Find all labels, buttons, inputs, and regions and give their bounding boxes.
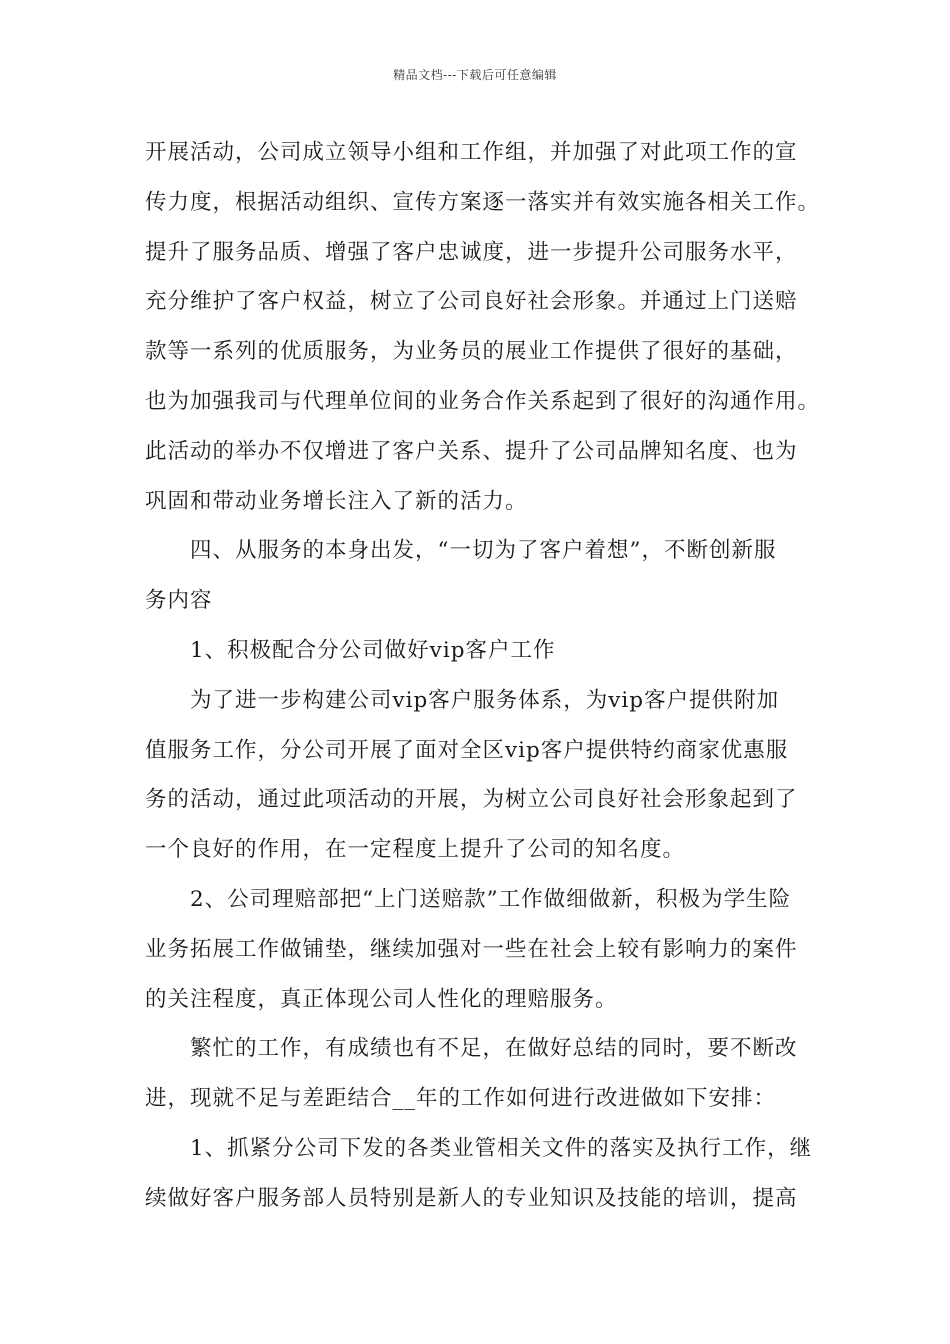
text-line: 传力度，根据活动组织、宣传方案逐一落实并有效实施各相关工作。	[145, 189, 821, 215]
text-line: 四、从服务的本身出发，“一切为了客户着想”，不断创新服	[190, 538, 777, 564]
text-line: 提升了服务品质、增强了客户忠诚度，进一步提升公司服务水平，	[145, 239, 798, 265]
text-line: 巩固和带动业务增长注入了新的活力。	[145, 488, 528, 514]
text-line: 开展活动，公司成立领导小组和工作组，并加强了对此项工作的宣	[145, 140, 798, 165]
text-line: 一个良好的作用，在一定程度上提升了公司的知名度。	[145, 837, 686, 863]
text-line: 业务拓展工作做铺垫，继续加强对一些在社会上较有影响力的案件	[145, 936, 798, 962]
text-line: 繁忙的工作，有成绩也有不足，在做好总结的同时，要不断改	[190, 1036, 798, 1062]
text-line: 也为加强我司与代理单位间的业务合作关系起到了很好的沟通作用。	[145, 388, 821, 414]
text-line: 的关注程度，真正体现公司人性化的理赔服务。	[145, 986, 618, 1012]
text-line: 务内容	[145, 588, 213, 614]
text-line: 务的活动，通过此项活动的开展，为树立公司良好社会形象起到了	[145, 787, 798, 813]
text-line: 款等一系列的优质服务，为业务员的展业工作提供了很好的基础，	[145, 339, 798, 365]
text-line: 1、抓紧分公司下发的各类业管相关文件的落实及执行工作，继	[190, 1135, 813, 1161]
page-header: 精品文档---下载后可任意编辑	[393, 68, 557, 82]
text-line: 此活动的举办不仅增进了客户关系、提升了公司品牌知名度、也为	[145, 438, 798, 464]
text-line: 1、积极配合分公司做好vip客户工作	[190, 637, 556, 663]
document-body	[145, 128, 821, 1224]
text-line: 值服务工作，分公司开展了面对全区vip客户提供特约商家优惠服	[145, 737, 789, 763]
text-line: 进，现就不足与差距结合__年的工作如何进行改进做如下安排：	[145, 1086, 777, 1112]
text-line: 2、公司理赔部把“上门送赔款”工作做细做新，积极为学生险	[190, 886, 792, 912]
text-line: 为了进一步构建公司vip客户服务体系，为vip客户提供附加	[190, 687, 780, 713]
text-line: 充分维护了客户权益，树立了公司良好社会形象。并通过上门送赔	[145, 289, 798, 315]
text-line: 续做好客户服务部人员特别是新人的专业知识及技能的培训，提高	[145, 1185, 798, 1211]
